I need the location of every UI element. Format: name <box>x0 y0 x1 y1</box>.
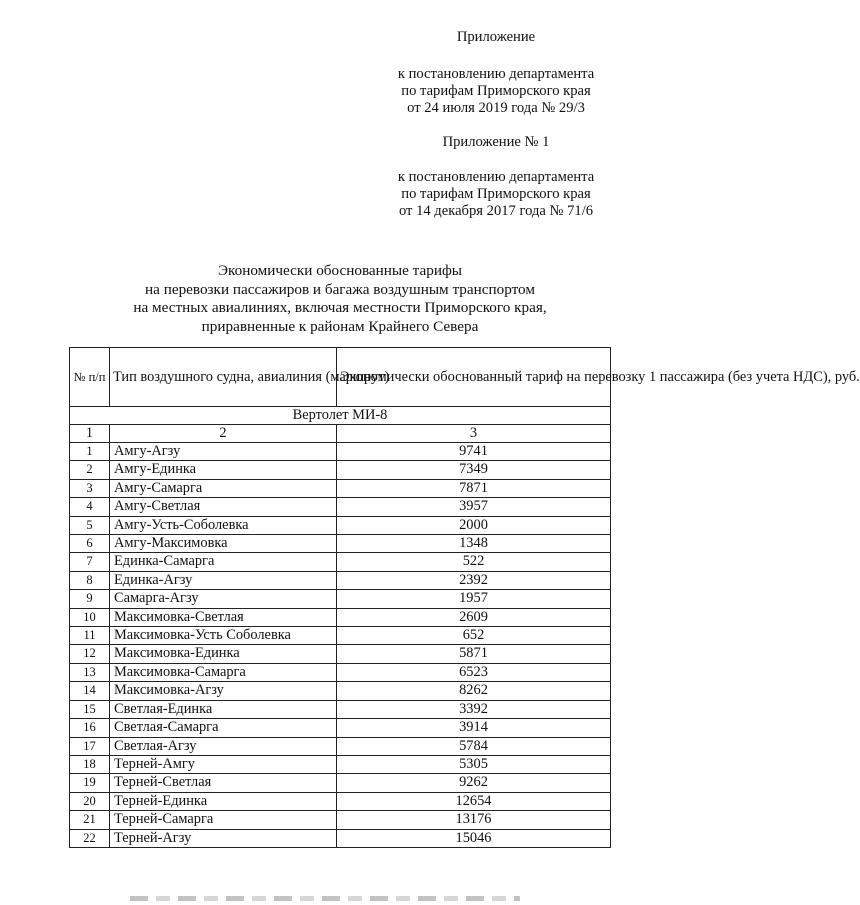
title-line3: на местных авиалиниях, включая местности Приморского края, <box>133 299 547 317</box>
row-tariff: 9741 <box>337 443 611 461</box>
row-route: Терней-Единка <box>110 792 337 810</box>
row-route: Амгу-Усть-Соболевка <box>110 516 337 534</box>
title-line1: Экономически обоснованные тарифы <box>218 262 462 279</box>
column-index-3: 3 <box>337 425 611 443</box>
table-header-row <box>70 348 611 407</box>
row-number: 5 <box>70 516 110 534</box>
appendix-label: Приложение <box>456 29 536 45</box>
row-route: Терней-Светлая <box>110 774 337 792</box>
row-tariff: 15046 <box>337 829 611 847</box>
table-row <box>70 700 611 718</box>
table-row <box>70 682 611 700</box>
row-route: Амгу-Агзу <box>110 443 337 461</box>
row-tariff: 3914 <box>337 719 611 737</box>
row-tariff: 2000 <box>337 516 611 534</box>
row-number: 12 <box>70 645 110 663</box>
row-number: 17 <box>70 737 110 755</box>
row-number: 10 <box>70 608 110 626</box>
row-tariff: 5784 <box>337 737 611 755</box>
table-row <box>70 590 611 608</box>
table-row <box>70 627 611 645</box>
row-tariff: 7871 <box>337 479 611 497</box>
row-tariff: 1957 <box>337 590 611 608</box>
row-number: 20 <box>70 792 110 810</box>
title-line4: приравненные к районам Крайнего Севера <box>201 317 479 335</box>
appendix-ref-line2: по тарифам Приморского края <box>401 83 591 99</box>
row-route: Максимовка-Светлая <box>110 608 337 626</box>
row-route: Терней-Самарга <box>110 811 337 829</box>
group-row <box>70 407 611 425</box>
row-route: Амгу-Максимовка <box>110 535 337 553</box>
table-row <box>70 811 611 829</box>
table-row <box>70 737 611 755</box>
row-tariff: 3392 <box>337 700 611 718</box>
row-number: 4 <box>70 498 110 516</box>
col-number-header: № п/п <box>70 348 110 407</box>
row-number: 2 <box>70 461 110 479</box>
row-number: 9 <box>70 590 110 608</box>
row-route: Единка-Агзу <box>110 571 337 589</box>
row-number: 1 <box>70 443 110 461</box>
row-tariff: 2392 <box>337 571 611 589</box>
row-tariff: 7349 <box>337 461 611 479</box>
row-tariff: 1348 <box>337 535 611 553</box>
row-route: Самарга-Агзу <box>110 590 337 608</box>
row-number: 6 <box>70 535 110 553</box>
appendix1-label: Приложение № 1 <box>442 134 550 150</box>
column-index-row <box>70 425 611 443</box>
table-row <box>70 443 611 461</box>
row-route: Светлая-Единка <box>110 700 337 718</box>
row-number: 19 <box>70 774 110 792</box>
scan-artifact <box>130 896 520 901</box>
row-number: 21 <box>70 811 110 829</box>
appendix1-ref-line2: по тарифам Приморского края <box>401 186 591 202</box>
appendix1-ref-line3: от 14 декабря 2017 года № 71/6 <box>398 203 594 219</box>
col-route-header: Тип воздушного судна, авиалиния (маршрут) <box>110 348 337 407</box>
table-row <box>70 663 611 681</box>
row-number: 22 <box>70 829 110 847</box>
appendix-ref-line3: от 24 июля 2019 года № 29/3 <box>407 100 585 116</box>
table-row <box>70 535 611 553</box>
row-number: 7 <box>70 553 110 571</box>
row-tariff: 3957 <box>337 498 611 516</box>
table-row <box>70 645 611 663</box>
row-route: Единка-Самарга <box>110 553 337 571</box>
column-index-2: 2 <box>110 425 337 443</box>
table-row <box>70 755 611 773</box>
row-number: 14 <box>70 682 110 700</box>
document-title <box>70 262 610 336</box>
row-tariff: 12654 <box>337 792 611 810</box>
table-row <box>70 829 611 847</box>
appendix1-ref-line1: к постановлению департамента <box>397 169 595 185</box>
row-tariff: 652 <box>337 627 611 645</box>
row-number: 18 <box>70 755 110 773</box>
row-route: Максимовка-Самарга <box>110 663 337 681</box>
row-number: 15 <box>70 700 110 718</box>
row-route: Максимовка-Единка <box>110 645 337 663</box>
row-tariff: 13176 <box>337 811 611 829</box>
row-number: 8 <box>70 571 110 589</box>
row-route: Светлая-Самарга <box>110 719 337 737</box>
table-row <box>70 461 611 479</box>
row-number: 16 <box>70 719 110 737</box>
row-number: 11 <box>70 627 110 645</box>
table-row <box>70 571 611 589</box>
row-route: Максимовка-Усть Соболевка <box>110 627 337 645</box>
table-row <box>70 479 611 497</box>
group-label: Вертолет МИ-8 <box>70 407 611 425</box>
table-row <box>70 553 611 571</box>
row-route: Амгу-Самарга <box>110 479 337 497</box>
row-tariff: 9262 <box>337 774 611 792</box>
row-route: Амгу-Единка <box>110 461 337 479</box>
table-row <box>70 516 611 534</box>
row-number: 3 <box>70 479 110 497</box>
table-row <box>70 792 611 810</box>
row-tariff: 522 <box>337 553 611 571</box>
row-tariff: 6523 <box>337 663 611 681</box>
appendix-ref-line1: к постановлению департамента <box>397 66 595 82</box>
table-body <box>70 407 611 848</box>
row-tariff: 5305 <box>337 755 611 773</box>
title-line2: на перевозки пассажиров и багажа воздушным транспортом <box>145 280 535 298</box>
table-row <box>70 498 611 516</box>
row-tariff: 8262 <box>337 682 611 700</box>
row-route: Терней-Агзу <box>110 829 337 847</box>
row-number: 13 <box>70 663 110 681</box>
row-route: Амгу-Светлая <box>110 498 337 516</box>
row-route: Светлая-Агзу <box>110 737 337 755</box>
row-tariff: 5871 <box>337 645 611 663</box>
row-route: Максимовка-Агзу <box>110 682 337 700</box>
row-tariff: 2609 <box>337 608 611 626</box>
row-route: Терней-Амгу <box>110 755 337 773</box>
col-tariff-header: Экономически обоснованный тариф на перевозку 1 пассажира (без учета НДС), руб. <box>337 348 611 407</box>
column-index-1: 1 <box>70 425 110 443</box>
table-row <box>70 608 611 626</box>
tariff-table <box>69 347 860 848</box>
table-row <box>70 719 611 737</box>
table-row <box>70 774 611 792</box>
